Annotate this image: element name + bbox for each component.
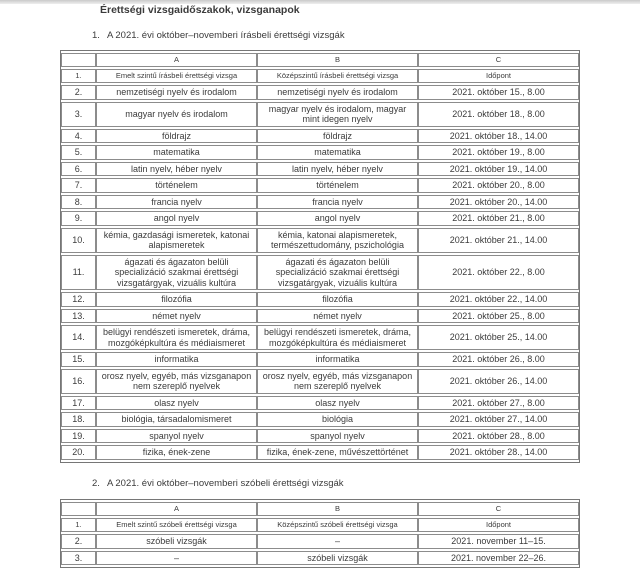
cell-col-b: informatika [257,352,418,367]
row-number: 15. [61,352,96,367]
cell-col-a: latin nyelv, héber nyelv [96,162,257,177]
column-letters-row [61,502,579,516]
cell-col-a: matematika [96,145,257,160]
cell-col-c: 2021. október 19., 8.00 [418,145,579,160]
cell-col-b: német nyelv [257,309,418,324]
section-1-number: 1. [92,30,100,41]
row-number: 12. [61,292,96,307]
row-number: 4. [61,129,96,144]
page-title: Érettségi vizsgaidőszakok, vizsganapok [100,4,300,16]
cell-col-c: 2021. október 26., 14.00 [418,369,579,394]
corner-cell [61,502,96,516]
cell-col-c: 2021. október 21., 14.00 [418,228,579,253]
table-row [61,195,579,210]
section-2-heading [92,478,344,489]
column-letters-row [61,53,579,67]
row-number: 6. [61,162,96,177]
row-number: 18. [61,412,96,427]
cell-col-a: Emelt szintű írásbeli érettségi vizsga [96,69,257,83]
cell-col-b: szóbeli vizsgák [257,551,418,566]
table-row [61,352,579,367]
table-row [61,178,579,193]
table-row [61,292,579,307]
row-number: 20. [61,445,96,460]
written-exams-table [60,50,580,463]
column-letter: C [418,502,579,516]
row-number: 3. [61,551,96,566]
cell-col-a: kémia, gazdasági ismeretek, katonai alapismeretek [96,228,257,253]
cell-col-a: informatika [96,352,257,367]
cell-col-c: 2021. október 15., 8.00 [418,85,579,100]
corner-cell [61,53,96,67]
cell-col-a: – [96,551,257,566]
cell-col-a: belügyi rendészeti ismeretek, dráma, mozgóképkultúra és médiaismeret [96,325,257,350]
row-number: 1. [61,518,96,532]
cell-col-b: földrajz [257,129,418,144]
cell-col-c: Időpont [418,518,579,532]
cell-col-a: orosz nyelv, egyéb, más vizsganapon nem szereplő nyelvek [96,369,257,394]
cell-col-b: spanyol nyelv [257,429,418,444]
column-letter: A [96,53,257,67]
cell-col-b: angol nyelv [257,211,418,226]
cell-col-a: földrajz [96,129,257,144]
row-number: 7. [61,178,96,193]
row-number: 19. [61,429,96,444]
cell-col-c: 2021. október 22., 14.00 [418,292,579,307]
cell-col-c: 2021. november 11–15. [418,534,579,549]
table-row [61,412,579,427]
row-number: 10. [61,228,96,253]
section-1-heading [92,30,345,41]
table-row [61,145,579,160]
cell-col-a: nemzetiségi nyelv és irodalom [96,85,257,100]
cell-col-a: filozófia [96,292,257,307]
cell-col-c: 2021. október 22., 8.00 [418,255,579,291]
cell-col-c: 2021. október 26., 8.00 [418,352,579,367]
table-row [61,325,579,350]
cell-col-b: filozófia [257,292,418,307]
cell-col-c: 2021. október 18., 8.00 [418,102,579,127]
oral-exams-table [60,499,580,568]
cell-col-b: Középszintű szóbeli érettségi vizsga [257,518,418,532]
table-row [61,255,579,291]
cell-col-c: 2021. október 28., 14.00 [418,445,579,460]
cell-col-a: spanyol nyelv [96,429,257,444]
cell-col-c: 2021. október 18., 14.00 [418,129,579,144]
column-letter: B [257,53,418,67]
cell-col-c: 2021. november 22–26. [418,551,579,566]
table-row [61,102,579,127]
row-number: 8. [61,195,96,210]
cell-col-b: latin nyelv, héber nyelv [257,162,418,177]
section-1-title: A 2021. évi október–novemberi írásbeli érettségi vizsgák [106,30,345,41]
table-row [61,429,579,444]
section-2-number: 2. [92,478,100,489]
cell-col-b: – [257,534,418,549]
cell-col-c: 2021. október 28., 8.00 [418,429,579,444]
table-row [61,445,579,460]
table-row [61,309,579,324]
row-number: 1. [61,69,96,83]
table-row [61,211,579,226]
cell-col-c: Időpont [418,69,579,83]
cell-col-c: 2021. október 20., 14.00 [418,195,579,210]
cell-col-a: német nyelv [96,309,257,324]
table-row [61,534,579,549]
cell-col-b: orosz nyelv, egyéb, más vizsganapon nem szereplő nyelvek [257,369,418,394]
table-row [61,69,579,83]
cell-col-a: ágazati és ágazaton belüli specializáció szakmai érettségi vizsgatárgyak, vizuális kultúra [96,255,257,291]
table-row [61,551,579,566]
cell-col-b: történelem [257,178,418,193]
cell-col-a: francia nyelv [96,195,257,210]
table-row [61,228,579,253]
row-number: 2. [61,85,96,100]
row-number: 11. [61,255,96,291]
cell-col-b: magyar nyelv és irodalom, magyar mint idegen nyelv [257,102,418,127]
row-number: 5. [61,145,96,160]
cell-col-b: belügyi rendészeti ismeretek, dráma, mozgóképkultúra és médiaismeret [257,325,418,350]
cell-col-a: biológia, társadalomismeret [96,412,257,427]
row-number: 17. [61,396,96,411]
cell-col-b: Középszintű írásbeli érettségi vizsga [257,69,418,83]
section-2-title: A 2021. évi október–novemberi szóbeli érettségi vizsgák [106,478,344,489]
table-row [61,369,579,394]
cell-col-b: olasz nyelv [257,396,418,411]
row-number: 3. [61,102,96,127]
cell-col-c: 2021. október 25., 14.00 [418,325,579,350]
cell-col-b: nemzetiségi nyelv és irodalom [257,85,418,100]
table-row [61,518,579,532]
cell-col-c: 2021. október 25., 8.00 [418,309,579,324]
page-top-edge [0,0,640,4]
cell-col-c: 2021. október 20., 8.00 [418,178,579,193]
column-letter: A [96,502,257,516]
table-row [61,396,579,411]
row-number: 9. [61,211,96,226]
table-row [61,129,579,144]
cell-col-c: 2021. október 27., 8.00 [418,396,579,411]
cell-col-b: fizika, ének-zene, művészettörténet [257,445,418,460]
cell-col-c: 2021. október 27., 14.00 [418,412,579,427]
cell-col-a: történelem [96,178,257,193]
column-letter: C [418,53,579,67]
cell-col-a: szóbeli vizsgák [96,534,257,549]
row-number: 2. [61,534,96,549]
cell-col-b: biológia [257,412,418,427]
table-row [61,85,579,100]
cell-col-b: francia nyelv [257,195,418,210]
cell-col-a: olasz nyelv [96,396,257,411]
table-row [61,162,579,177]
cell-col-a: Emelt szintű szóbeli érettségi vizsga [96,518,257,532]
cell-col-b: kémia, katonai alapismeretek, természettudomány, pszichológia [257,228,418,253]
cell-col-b: matematika [257,145,418,160]
cell-col-a: fizika, ének-zene [96,445,257,460]
cell-col-a: angol nyelv [96,211,257,226]
cell-col-a: magyar nyelv és irodalom [96,102,257,127]
row-number: 13. [61,309,96,324]
cell-col-b: ágazati és ágazaton belüli specializáció szakmai érettségi vizsgatárgyak, vizuális kultúra [257,255,418,291]
row-number: 14. [61,325,96,350]
cell-col-c: 2021. október 19., 14.00 [418,162,579,177]
column-letter: B [257,502,418,516]
cell-col-c: 2021. október 21., 8.00 [418,211,579,226]
row-number: 16. [61,369,96,394]
